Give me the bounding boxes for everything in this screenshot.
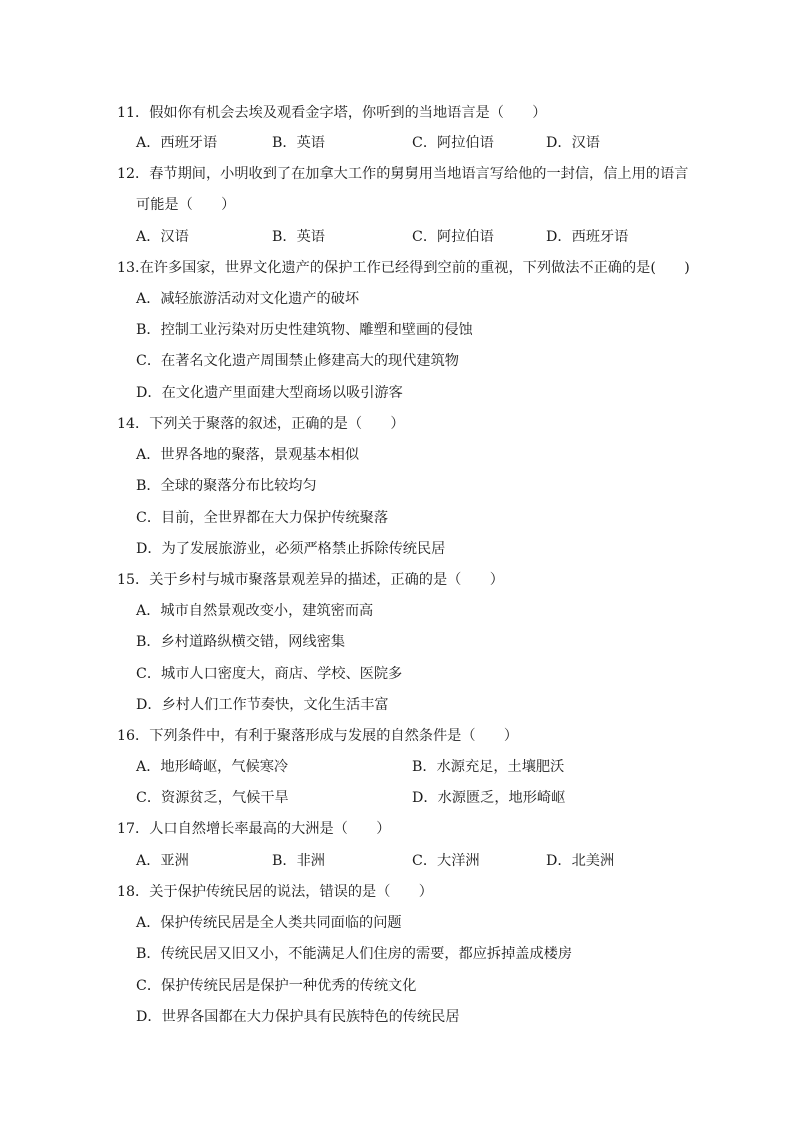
question-17-option-b: B．非洲 bbox=[272, 853, 325, 869]
question-18-option-a: A．保护传统民居是全人类共同面临的问题 bbox=[136, 915, 402, 931]
question-16-option-c: C．资源贫乏，气候干旱 bbox=[136, 790, 289, 806]
question-11-stem: 11．假如你有机会去埃及观看金字塔，你听到的当地语言是（ ） bbox=[117, 105, 547, 121]
question-14-option-d: D．为了发展旅游业，必须严格禁止拆除传统民居 bbox=[136, 541, 446, 557]
question-17-option-d: D．北美洲 bbox=[546, 853, 615, 869]
question-15-option-c: C．城市人口密度大，商店、学校、医院多 bbox=[136, 666, 403, 682]
question-12-stem: 12．春节期间，小明收到了在加拿大工作的舅舅用当地语言写给他的一封信，信上用的语言 bbox=[117, 166, 689, 182]
question-12-option-b: B．英语 bbox=[272, 229, 325, 245]
question-18-option-c: C．保护传统民居是保护一种优秀的传统文化 bbox=[136, 978, 417, 994]
question-16-stem: 16．下列条件中，有利于聚落形成与发展的自然条件是（ ） bbox=[117, 728, 519, 744]
question-13-option-b: B．控制工业污染对历史性建筑物、雕塑和壁画的侵蚀 bbox=[136, 322, 473, 338]
question-13-option-a: A．减轻旅游活动对文化遗产的破坏 bbox=[136, 291, 360, 307]
question-14-option-c: C．目前，全世界都在大力保护传统聚落 bbox=[136, 510, 389, 526]
question-14-option-b: B．全球的聚落分布比较均匀 bbox=[136, 478, 317, 494]
question-17-stem: 17．人口自然增长率最高的大洲是（ ） bbox=[117, 821, 391, 837]
question-15-stem: 15．关于乡村与城市聚落景观差异的描述，正确的是（ ） bbox=[117, 572, 504, 588]
question-15-option-b: B．乡村道路纵横交错，网线密集 bbox=[136, 634, 346, 650]
question-18-stem: 18．关于保护传统民居的说法，错误的是（ ） bbox=[117, 884, 433, 900]
question-11-option-b: B．英语 bbox=[272, 135, 325, 151]
question-14-option-a: A．世界各地的聚落，景观基本相似 bbox=[136, 447, 360, 463]
question-13-option-d: D．在文化遗产里面建大型商场以吸引游客 bbox=[136, 385, 403, 401]
question-12-option-a: A．汉语 bbox=[136, 229, 189, 245]
question-16-option-d: D．水源匮乏，地形崎岖 bbox=[412, 790, 566, 806]
question-12-option-d: D．西班牙语 bbox=[546, 229, 629, 245]
question-17-option-a: A．亚洲 bbox=[136, 853, 189, 869]
question-11-option-c: C．阿拉伯语 bbox=[412, 135, 494, 151]
question-15-option-a: A．城市自然景观改变小，建筑密而高 bbox=[136, 603, 374, 619]
question-18-option-b: B．传统民居又旧又小，不能满足人们住房的需要，都应拆掉盖成楼房 bbox=[136, 946, 573, 962]
question-13-option-c: C．在著名文化遗产周围禁止修建高大的现代建筑物 bbox=[136, 353, 459, 369]
question-16-option-b: B．水源充足，土壤肥沃 bbox=[412, 759, 565, 775]
question-11-option-a: A．西班牙语 bbox=[136, 135, 218, 151]
question-12-option-c: C．阿拉伯语 bbox=[412, 229, 494, 245]
question-13-stem: 13.在许多国家，世界文化遗产的保护工作已经得到空前的重视，下列做法不正确的是( ) bbox=[117, 260, 690, 276]
question-11-option-d: D．汉语 bbox=[546, 135, 600, 151]
question-18-option-d: D．世界各国都在大力保护具有民族特色的传统民居 bbox=[136, 1009, 460, 1025]
question-14-stem: 14．下列关于聚落的叙述，正确的是（ ） bbox=[117, 416, 405, 432]
question-16-option-a: A．地形崎岖，气候寒冷 bbox=[136, 759, 289, 775]
question-15-option-d: D．乡村人们工作节奏快，文化生活丰富 bbox=[136, 697, 389, 713]
question-17-option-c: C．大洋洲 bbox=[412, 853, 480, 869]
question-12-stem-continued: 可能是（ ） bbox=[136, 197, 236, 213]
